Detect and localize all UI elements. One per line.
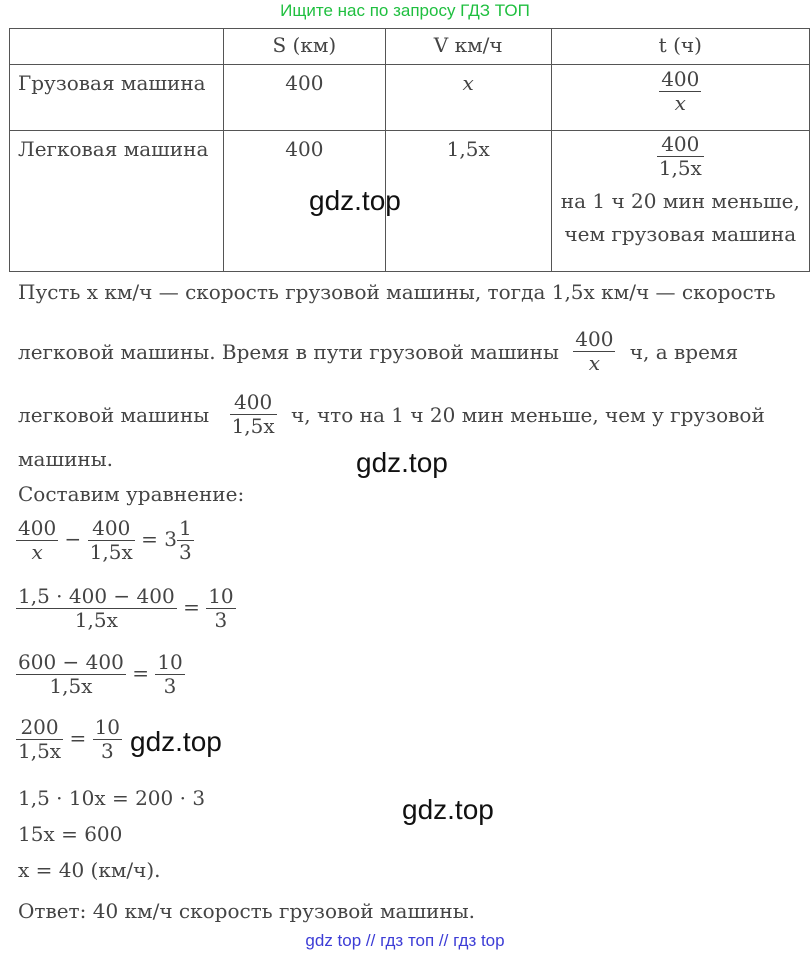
equation-5: 1,5 · 10x = 200 · 3 (18, 786, 206, 810)
row1-time-fraction: $\frac{400}{x}$ (661, 67, 700, 115)
watermark: gdz.top (309, 185, 401, 216)
text-line-2: легковой машины. Время в пути грузовой машины $\frac{400}{x}$ ч, а время (18, 327, 739, 375)
row2-name: Легковая машина (10, 131, 224, 272)
row2-distance: 400 (223, 131, 385, 272)
table-row (10, 131, 810, 272)
text-line-1: Пусть x км/ч — скорость грузовой машины, тогда 1,5x км/ч — скорость (18, 280, 776, 304)
header-cell-speed: V км/ч (385, 29, 551, 65)
watermark: gdz.top (356, 447, 448, 478)
footer-links: gdz top // гдз топ // гдз top (305, 931, 505, 950)
equation-intro: Составим уравнение: (18, 482, 245, 506)
watermark: gdz.top (402, 794, 494, 825)
text-line-4: машины. (18, 447, 114, 471)
equation-3: $\frac{600 - 400}{1,5x}$ = $\frac{10}{3}$ (18, 650, 183, 698)
header-cell-time: t (ч) (551, 29, 809, 65)
table-row (10, 65, 810, 131)
equation-1: $\frac{400}{x}$ − $\frac{400}{1,5x}$ = 3 $\frac{1}{3}$ (18, 516, 192, 564)
table-header-row (10, 29, 810, 65)
fraction-400-x: $\frac{400}{x}$ (575, 327, 614, 375)
fraction-400-15x: $\frac{400}{1,5x}$ (231, 390, 275, 438)
text-line-3: легковой машины $\frac{400}{1,5x}$ ч, что на 1 ч 20 мин меньше, чем у грузовой (18, 390, 765, 438)
watermark: gdz.top (130, 726, 222, 757)
search-banner: Ищите нас по запросу ГДЗ ТОП (280, 1, 530, 20)
equation-7: x = 40 (км/ч). (18, 858, 161, 882)
row2-time-fraction: $\frac{400}{1,5x}$ (658, 132, 702, 180)
data-table (9, 28, 810, 272)
row1-distance: 400 (223, 65, 385, 131)
equation-2: $\frac{1,5 \cdot 400 - 400}{1,5x}$ = $\frac{10}{3}$ (18, 584, 234, 632)
row1-speed: x (385, 65, 551, 131)
row2-time: $\frac{400}{1,5x}$ на 1 ч 20 мин меньше, чем грузовая машина (551, 131, 809, 272)
header-cell-name (10, 29, 224, 65)
row1-time (551, 65, 809, 131)
row1-name: Грузовая машина (10, 65, 224, 131)
header-cell-distance: S (км) (223, 29, 385, 65)
answer: Ответ: 40 км/ч скорость грузовой машины. (18, 899, 475, 923)
equation-4: $\frac{200}{1,5x}$ = $\frac{10}{3}$ (18, 715, 121, 763)
row2-speed: 1,5x (385, 131, 551, 272)
equation-6: 15x = 600 (18, 822, 123, 846)
